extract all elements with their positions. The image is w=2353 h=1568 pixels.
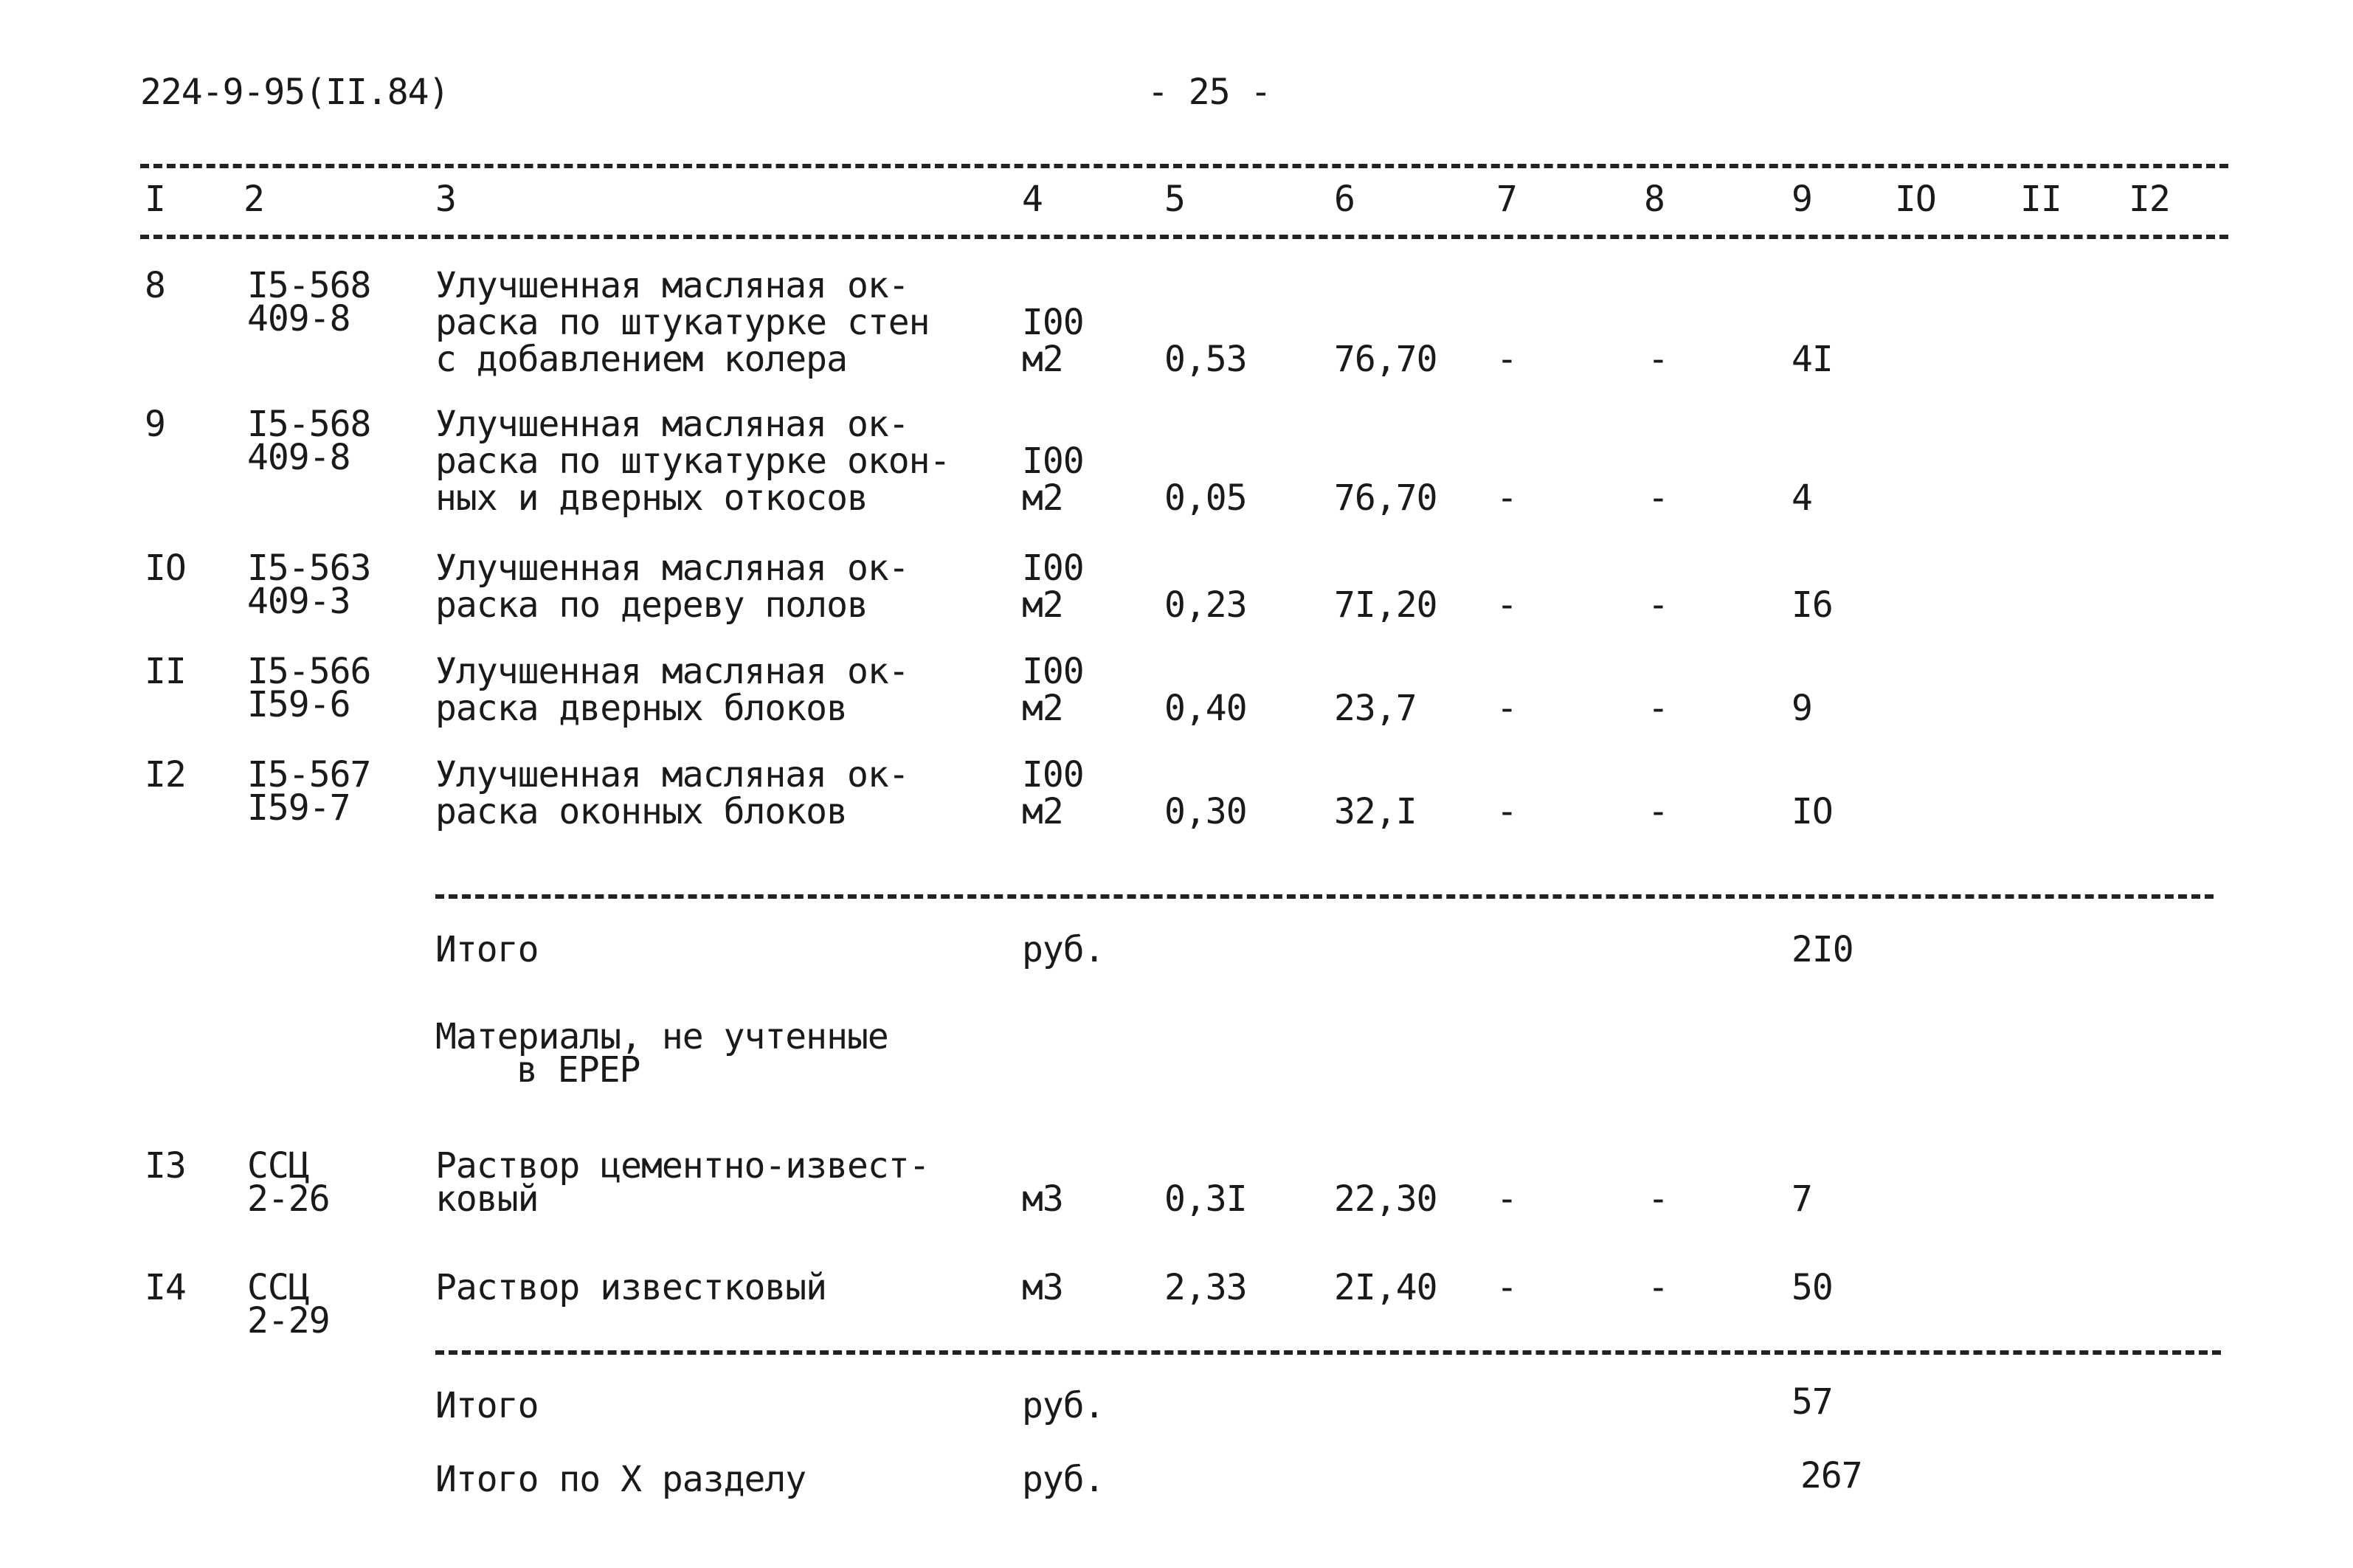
col-header-11: II — [2020, 179, 2062, 220]
subtotal-total: 57 — [1791, 1381, 1833, 1423]
row-unit: м2 — [1022, 339, 1063, 380]
row-description: ковый — [435, 1178, 539, 1220]
row-total: I6 — [1791, 584, 1833, 626]
row-unit: м2 — [1022, 477, 1063, 519]
row-quantity: 0,53 — [1164, 339, 1247, 380]
row-code: I5-563 — [247, 548, 371, 589]
row-price: 23,7 — [1334, 688, 1417, 729]
row-unit: м2 — [1022, 688, 1063, 729]
subtotal-label: Итого — [435, 1385, 539, 1426]
section-total-label: Итого по X разделу — [435, 1459, 806, 1500]
row-col7: - — [1496, 1267, 1517, 1308]
row-quantity: 0,40 — [1164, 688, 1247, 729]
subtotal-rule — [435, 1350, 2221, 1355]
row-price: 7I,20 — [1334, 584, 1437, 626]
row-code: I5-568 — [247, 265, 371, 306]
row-quantity: 2,33 — [1164, 1267, 1247, 1308]
col-header-10: IO — [1895, 179, 1936, 220]
row-price: 22,30 — [1334, 1178, 1437, 1220]
row-unit: м3 — [1022, 1267, 1063, 1308]
row-description: ных и дверных откосов — [435, 477, 868, 519]
row-col7: - — [1496, 1178, 1517, 1220]
row-unit: м2 — [1022, 791, 1063, 832]
row-number: 9 — [145, 404, 165, 445]
row-code: ССЦ — [247, 1267, 309, 1308]
row-col7: - — [1496, 791, 1517, 832]
row-description: Улучшенная масляная ок- — [435, 754, 909, 795]
row-code: 2-29 — [247, 1300, 330, 1341]
row-code: I5-568 — [247, 404, 371, 445]
subtotal-unit: руб. — [1022, 929, 1105, 970]
row-number: I3 — [145, 1145, 186, 1187]
document-code: 224-9-95(II.84) — [140, 72, 449, 113]
row-description: Улучшенная масляная ок- — [435, 404, 909, 445]
row-total: IO — [1791, 791, 1833, 832]
subtotal-total: 2I0 — [1791, 929, 1853, 970]
row-unit: м3 — [1022, 1178, 1063, 1220]
materials-heading: Материалы, не учтенные — [435, 1016, 888, 1057]
subtotal-label: Итого — [435, 929, 539, 970]
row-description: Раствор известковый — [435, 1267, 827, 1308]
row-col8: - — [1648, 339, 1668, 380]
row-unit: I00 — [1022, 754, 1084, 795]
row-total: 4I — [1791, 339, 1833, 380]
row-number: I2 — [145, 754, 186, 795]
row-code: 409-8 — [247, 298, 350, 339]
row-quantity: 0,30 — [1164, 791, 1247, 832]
table-top-rule — [140, 164, 2228, 168]
row-price: 76,70 — [1334, 339, 1437, 380]
row-total: 50 — [1791, 1267, 1833, 1308]
row-price: 2I,40 — [1334, 1267, 1437, 1308]
row-quantity: 0,3I — [1164, 1178, 1247, 1220]
row-description: Улучшенная масляная ок- — [435, 265, 909, 306]
row-col8: - — [1648, 1267, 1668, 1308]
row-code: 409-3 — [247, 581, 350, 622]
col-header-12: I2 — [2129, 179, 2170, 220]
row-description: раска по штукатурке стен — [435, 302, 930, 343]
header-bottom-rule — [140, 235, 2228, 239]
subtotal-unit: руб. — [1022, 1385, 1105, 1426]
row-code: I59-6 — [247, 684, 350, 725]
row-number: IO — [145, 548, 186, 589]
row-unit: м2 — [1022, 584, 1063, 626]
col-header-9: 9 — [1791, 179, 1812, 220]
section-total-unit: руб. — [1022, 1459, 1105, 1500]
row-number: 8 — [145, 265, 165, 306]
row-total: 9 — [1791, 688, 1812, 729]
row-code: ССЦ — [247, 1145, 309, 1187]
col-header-3: 3 — [435, 179, 456, 220]
row-total: 4 — [1791, 477, 1812, 519]
row-code: I5-567 — [247, 754, 371, 795]
row-code: 2-26 — [247, 1178, 330, 1220]
row-quantity: 0,23 — [1164, 584, 1247, 626]
col-header-2: 2 — [243, 179, 264, 220]
row-col8: - — [1648, 477, 1668, 519]
row-col7: - — [1496, 339, 1517, 380]
col-header-1: I — [145, 179, 165, 220]
row-unit: I00 — [1022, 548, 1084, 589]
materials-heading: в ЕРЕР — [516, 1049, 640, 1091]
row-description: Улучшенная масляная ок- — [435, 651, 909, 692]
row-col8: - — [1648, 1178, 1668, 1220]
row-description: с добавлением колера — [435, 339, 847, 380]
row-unit: I00 — [1022, 302, 1084, 343]
col-header-6: 6 — [1334, 179, 1355, 220]
row-col7: - — [1496, 584, 1517, 626]
row-number: II — [145, 651, 186, 692]
row-col7: - — [1496, 688, 1517, 729]
section-total-value: 267 — [1800, 1455, 1862, 1496]
row-col8: - — [1648, 584, 1668, 626]
row-code: 409-8 — [247, 437, 350, 478]
col-header-5: 5 — [1164, 179, 1185, 220]
row-description: раска по штукатурке окон- — [435, 441, 950, 482]
row-description: раска дверных блоков — [435, 688, 847, 729]
row-code: I59-7 — [247, 787, 350, 829]
col-header-8: 8 — [1644, 179, 1665, 220]
col-header-4: 4 — [1022, 179, 1043, 220]
page-number: - 25 - — [1147, 72, 1271, 113]
row-col7: - — [1496, 477, 1517, 519]
row-col8: - — [1648, 791, 1668, 832]
subtotal-rule — [435, 894, 2214, 899]
row-quantity: 0,05 — [1164, 477, 1247, 519]
row-description: раска по дереву полов — [435, 584, 868, 626]
col-header-7: 7 — [1496, 179, 1517, 220]
row-price: 76,70 — [1334, 477, 1437, 519]
row-unit: I00 — [1022, 651, 1084, 692]
row-col8: - — [1648, 688, 1668, 729]
row-total: 7 — [1791, 1178, 1812, 1220]
row-description: раска оконных блоков — [435, 791, 847, 832]
row-code: I5-566 — [247, 651, 371, 692]
row-number: I4 — [145, 1267, 186, 1308]
row-price: 32,I — [1334, 791, 1417, 832]
row-description: Улучшенная масляная ок- — [435, 548, 909, 589]
row-description: Раствор цементно-извест- — [435, 1145, 930, 1187]
row-unit: I00 — [1022, 441, 1084, 482]
